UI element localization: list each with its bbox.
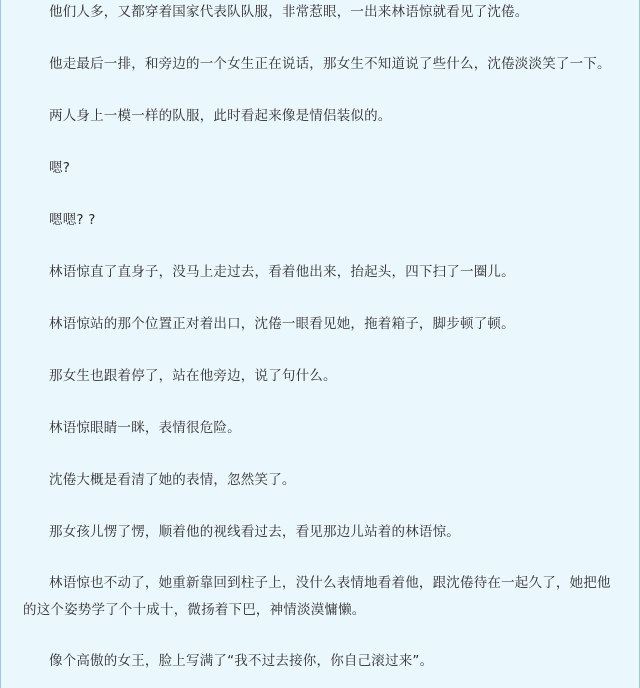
paragraph-2: 他走最后一排，和旁边的一个女生正在说话，那女生不知道说了些什么，沈倦淡淡笑了一下。: [49, 56, 611, 72]
paragraph-8: 那女生也跟着停了，站在他旁边，说了句什么。: [49, 368, 337, 384]
paragraph-12: 林语惊也不动了，她重新靠回到柱子上，没什么表情地看着他，跟沈倦待在一起久了，她把他的这个姿势学了个十成十，微扬着下巴，神情淡漠慵懒。: [23, 575, 611, 618]
paragraph-5: 嗯嗯? ?: [49, 212, 96, 228]
paragraph-13: 像个高傲的女王，脸上写满了“我不过去接你，你自己滚过来”。: [49, 653, 434, 669]
paragraph-10: 沈倦大概是看清了她的表情，忽然笑了。: [49, 472, 296, 488]
paragraph-6: 林语惊直了直身子，没马上走过去，看着他出来，抬起头，四下扫了一圈儿。: [49, 264, 515, 280]
paragraph-1: 他们人多，又都穿着国家代表队队服，非常惹眼，一出来林语惊就看见了沈倦。: [49, 4, 529, 20]
paragraph-11: 那女孩儿愣了愣，顺着他的视线看过去，看见那边儿站着的林语惊。: [49, 524, 460, 540]
paragraph-4: 嗯?: [49, 160, 71, 176]
paragraph-9: 林语惊眼睛一眯，表情很危险。: [49, 420, 241, 436]
paragraph-7: 林语惊站的那个位置正对着出口，沈倦一眼看见她，拖着箱子，脚步顿了顿。: [49, 316, 515, 332]
paragraph-3: 两人身上一模一样的队服，此时看起来像是情侣装似的。: [49, 108, 392, 124]
